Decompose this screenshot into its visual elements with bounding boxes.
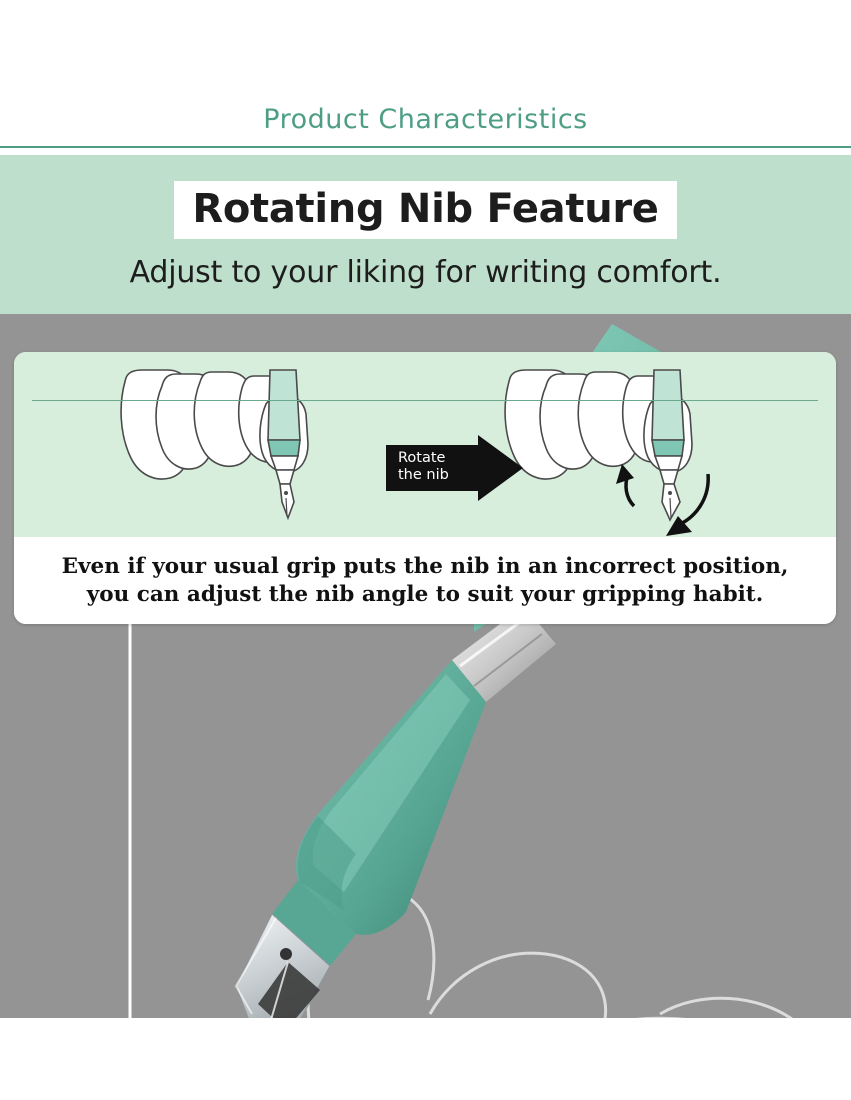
page-subtitle: Adjust to your liking for writing comfort. <box>129 255 722 290</box>
page-header <box>0 0 851 155</box>
baseline-rule <box>32 400 818 401</box>
callout-illustration <box>14 352 836 537</box>
pen-right <box>652 370 684 520</box>
rotate-badge-label <box>398 450 472 484</box>
rotation-arrow-head-left <box>616 464 634 484</box>
leader-line <box>112 610 242 1018</box>
feature-image-area <box>0 314 851 1018</box>
callout-description <box>14 538 836 624</box>
feature-title-wrap <box>0 181 851 239</box>
rotation-arrow-icon <box>676 474 708 526</box>
callout-description-line1: Even if your usual grip puts the nib in an incorrect position, <box>61 554 789 580</box>
header-divider <box>0 146 851 148</box>
header-eyebrow: Product Characteristics <box>263 104 588 135</box>
pen-left <box>268 370 300 518</box>
rotate-nib-badge <box>386 435 523 501</box>
rotate-badge-label-line2: the nib <box>398 467 449 484</box>
rotate-badge-label-line1: Rotate <box>398 450 446 466</box>
page-footer-space <box>0 1018 851 1100</box>
feature-title-band <box>0 155 851 314</box>
rotating-nib-callout-card <box>14 352 836 624</box>
page-title: Rotating Nib Feature <box>174 181 676 239</box>
callout-description-line2: you can adjust the nib angle to suit your gripping habit. <box>86 582 764 607</box>
